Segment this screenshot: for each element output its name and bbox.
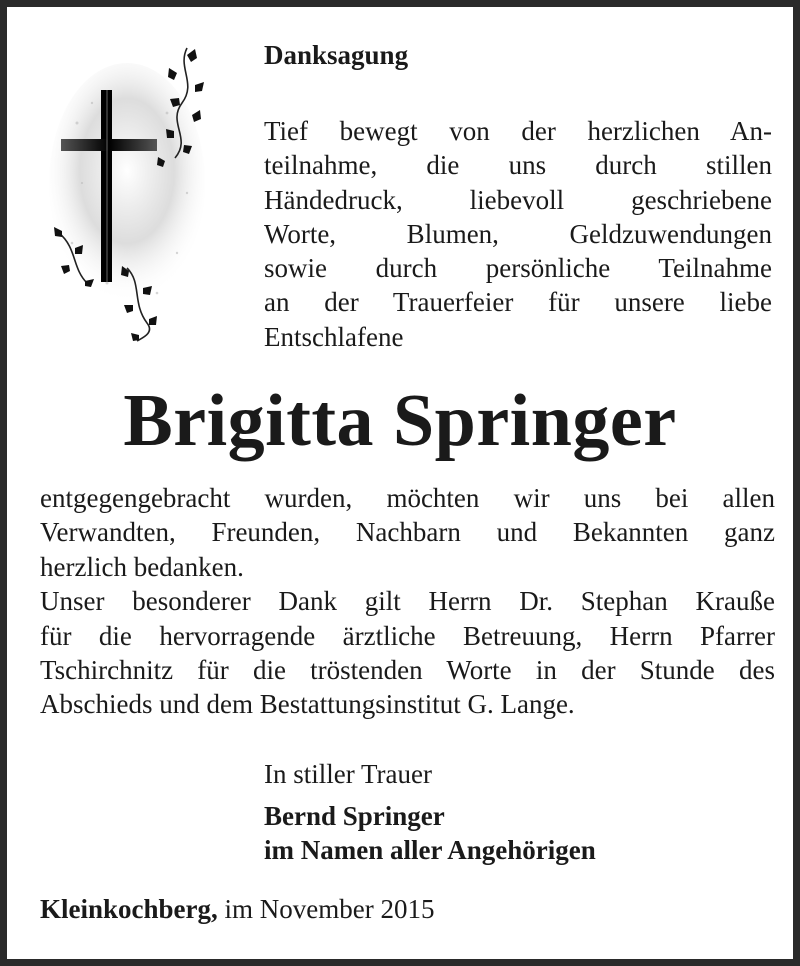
intro-line: an der Trauerfeier für unsere liebe (264, 287, 772, 318)
thanks-paragraph (40, 481, 775, 722)
closing-phrase: In stiller Trauer (264, 759, 432, 789)
signer-note: im Namen aller Angehörigen (264, 835, 596, 865)
body-line: Unser besonderer Dank gilt Herrn Dr. Stephan Kraußе (40, 586, 775, 617)
intro-line: Entschlafene (264, 321, 404, 352)
place-date-line (40, 892, 434, 926)
place: Kleinkochberg, (40, 894, 218, 924)
intro-line: Worte, Blumen, Geldzuwendungen (264, 218, 772, 249)
intro-line: Händedruck, liebevoll geschriebene (264, 184, 772, 215)
intro-paragraph (264, 114, 772, 354)
body-line: entgegengebracht wurden, möchten wir uns bei allen (40, 483, 775, 513)
closing-block (264, 757, 596, 867)
deceased-name: Brigitta Springer (123, 380, 677, 462)
intro-line: Tief bewegt von der herzlichen An- (264, 116, 772, 146)
cross-icon (47, 43, 227, 343)
date: im November 2015 (224, 894, 435, 924)
body-line: für die hervorragende ärztliche Betreuung, Herrn Pfarrer (40, 620, 775, 651)
body-line: Tschirchnitz für die tröstenden Worte in der Stunde des (40, 655, 775, 686)
intro-line: sowie durch persönliche Teilnahme (264, 253, 772, 284)
intro-line: teilnahme, die uns durch stillen (264, 150, 772, 181)
body-line: Verwandten, Freunden, Nachbarn und Bekannten ganz (40, 517, 775, 548)
body-line: herzlich bedanken. (40, 551, 244, 582)
body-line: Abschieds und dem Bestattungsinstitut G. Lange. (40, 689, 575, 720)
signer-name: Bernd Springer (264, 801, 445, 831)
notice-heading: Danksagung (264, 40, 409, 70)
